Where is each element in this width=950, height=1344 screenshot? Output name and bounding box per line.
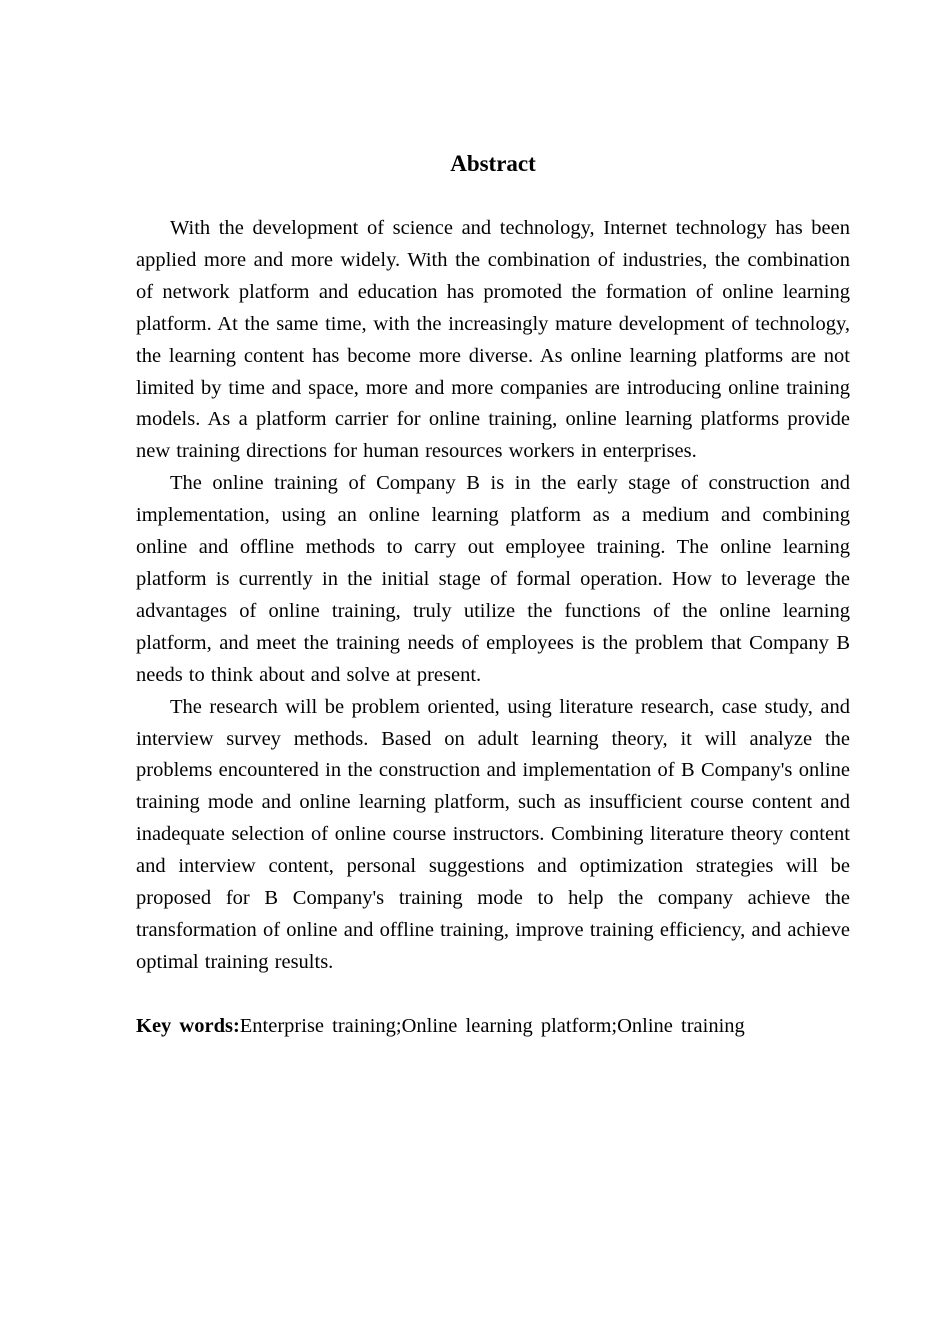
keywords-text: Enterprise training;Online learning platform;Online training (239, 1014, 745, 1037)
abstract-paragraph-3: The research will be problem oriented, using literature research, case study, and interview survey methods. Based on adult learning theory, it will analyze the problems encountered in the construction and implementation of B Company's online training mode and online learning platform, such as insufficient course content and inadequate selection of online course instructors. Combining literature theory content and interview content, personal suggestions and optimization strategies will be proposed for B Company's training mode to help the company achieve the transformation of online and offline training, improve training efficiency, and achieve optimal training results. (136, 695, 850, 973)
keywords-line (136, 1011, 850, 1043)
abstract-paragraph-2: The online training of Company B is in the early stage of construction and implementation, using an online learning platform as a medium and combining online and offline methods to carry out employee training. The online learning platform is currently in the initial stage of formal operation. How to leverage the advantages of online training, truly utilize the functions of the online learning platform, and meet the training needs of employees is the problem that Company B needs to think about and solve at present. (136, 472, 850, 686)
abstract-title: Abstract (450, 151, 536, 176)
abstract-paragraph-1: With the development of science and technology, Internet technology has been applied more and more widely. With the combination of industries, the combination of network platform and education has promoted the formation of online learning platform. At the same time, with the increasingly mature development of technology, the learning content has become more diverse. As online learning platforms are not limited by time and space, more and more companies are introducing online training models. As a platform carrier for online training, online learning platforms provide new training directions for human resources workers in enterprises. (136, 217, 850, 463)
keywords-label: Key words: (136, 1014, 240, 1037)
abstract-page (136, 145, 850, 1043)
